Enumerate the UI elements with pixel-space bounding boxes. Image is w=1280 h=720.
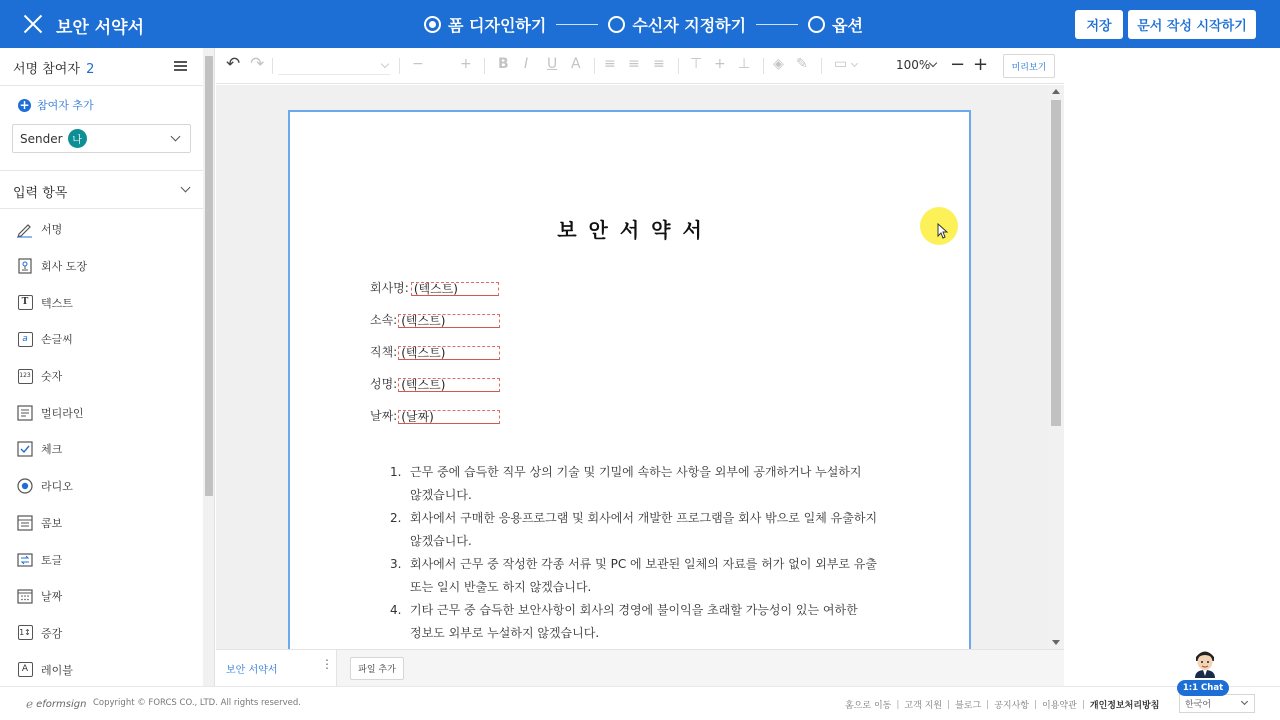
border-color-icon[interactable]: ✎ (796, 56, 808, 72)
calendar-icon (16, 587, 34, 605)
field-label: 콤보 (41, 516, 63, 530)
preview-button[interactable]: 미리보기 (1003, 54, 1055, 78)
plus-circle-icon: + (19, 97, 30, 112)
align-right-icon[interactable]: ≡ (653, 56, 665, 72)
font-color-icon[interactable]: A (571, 56, 581, 72)
list-item: 4. 기타 근무 중 습득한 보안사항이 회사의 경영에 불이익을 초래할 가능성이 있는 여하한 정보도 외부로 누설하지 않겠습니다. (390, 603, 858, 640)
zoom-in-icon[interactable]: + (973, 54, 989, 75)
field-label: 라디오 (41, 480, 73, 494)
field-item-multiline[interactable] (0, 394, 203, 431)
font-size-increase-icon[interactable]: + (460, 56, 472, 72)
scroll-down-icon[interactable] (1052, 640, 1060, 645)
field-label: 서명 (41, 223, 63, 237)
field-label: 레이블 (41, 663, 73, 677)
document-canvas (216, 85, 1048, 649)
form-label: 성명: (370, 377, 398, 391)
form-label: 소속: (370, 313, 398, 327)
field-item-text[interactable] (0, 284, 203, 321)
field-label: 텍스트 (41, 296, 73, 310)
stepper-icon: 1↕ (16, 624, 34, 642)
radio-empty-icon (608, 16, 625, 33)
form-label: 직책: (370, 345, 398, 359)
add-participant-button[interactable] (18, 97, 94, 113)
chat-avatar-icon (1192, 648, 1218, 678)
toggle-icon (16, 551, 34, 569)
bold-icon[interactable]: B (498, 56, 509, 72)
text-field[interactable]: (텍스트) (398, 346, 500, 360)
step-indicator (424, 13, 863, 35)
field-item-combo[interactable] (0, 505, 203, 542)
terms-list (390, 461, 900, 645)
footer-link-notice[interactable]: 공지사항 (994, 701, 1029, 711)
field-item-radio[interactable] (0, 468, 203, 505)
chevron-down-icon (1241, 698, 1248, 705)
field-item-handwriting[interactable] (0, 321, 203, 358)
form-row-position (370, 343, 500, 360)
text-icon: T (16, 294, 34, 312)
number-icon: 123 (16, 367, 34, 385)
step-connector (556, 24, 598, 25)
add-participant-label: 참여자 추가 (37, 99, 94, 112)
start-document-button[interactable]: 문서 작성 시작하기 (1128, 10, 1256, 39)
footer-link-terms[interactable]: 이용약관 (1042, 701, 1077, 711)
stamp-icon (16, 257, 34, 275)
copyright: Copyright © FORCS CO., LTD. All rights reserved. (93, 698, 302, 708)
zoom-level: 100% (896, 58, 931, 72)
participant-name: Sender (20, 131, 63, 146)
radio-empty-icon (808, 16, 825, 33)
form-label: 날짜: (370, 409, 398, 423)
field-label: 손글씨 (41, 333, 73, 347)
chat-label: 1:1 Chat (1177, 680, 1229, 696)
handwriting-icon: a (16, 330, 34, 348)
field-item-signature[interactable] (0, 211, 203, 248)
brand-logo[interactable] (26, 697, 86, 711)
document-title: 보안 서약서 (56, 18, 145, 38)
step-connector (756, 24, 798, 25)
step-label: 옵션 (832, 15, 863, 35)
radio-selected-icon (424, 16, 441, 33)
form-row-company (370, 279, 499, 296)
list-icon[interactable] (174, 61, 187, 72)
footer (0, 686, 1280, 720)
redo-icon[interactable]: ↷ (250, 54, 265, 74)
page-title: 보안서약서 (557, 218, 714, 242)
step-recipients[interactable] (608, 13, 746, 36)
field-label: 날짜 (41, 590, 63, 604)
participants-header (0, 48, 203, 86)
step-label: 폼 디자인하기 (448, 15, 547, 35)
participant-select[interactable] (12, 124, 191, 153)
scroll-up-icon[interactable] (1052, 89, 1060, 94)
date-field[interactable]: (날짜) (398, 410, 500, 424)
tab-label: 보안 서약서 (226, 665, 278, 676)
chevron-down-icon (181, 183, 191, 193)
canvas-scrollbar[interactable] (1048, 85, 1064, 649)
align-left-icon[interactable]: ≡ (604, 56, 616, 72)
chevron-down-icon (171, 132, 181, 142)
add-file-button[interactable]: 파일 추가 (350, 657, 404, 680)
eformsign-logo-icon: ℯ (26, 697, 34, 711)
form-label: 회사명: (370, 281, 409, 295)
field-item-stepper[interactable] (0, 615, 203, 652)
editor-toolbar (216, 48, 1064, 84)
footer-links: 홈으로 이동 | 고객 지원 | 블로그 | 공지사항 | 이용약관 | 개인정보처리방침 (845, 699, 1160, 711)
form-row-name (370, 375, 500, 392)
multiline-icon (16, 404, 34, 422)
checkbox-icon (16, 440, 34, 458)
field-label: 회사 도장 (41, 260, 88, 274)
top-bar (0, 0, 1280, 48)
undo-icon[interactable]: ↶ (226, 54, 241, 74)
field-label: 체크 (41, 443, 63, 457)
document-tabs (216, 649, 1064, 686)
field-item-stamp[interactable] (0, 248, 203, 285)
chevron-down-icon (851, 60, 858, 67)
step-label: 수신자 지정하기 (632, 15, 747, 35)
document-page[interactable] (288, 110, 971, 649)
combo-icon (16, 514, 34, 532)
field-item-date[interactable] (0, 578, 203, 615)
font-size-decrease-icon[interactable]: − (412, 56, 424, 72)
tab-document[interactable] (216, 650, 337, 687)
align-center-icon[interactable]: ≡ (628, 56, 640, 72)
text-field[interactable]: (텍스트) (398, 378, 500, 392)
field-label: 멀티라인 (41, 406, 84, 420)
form-row-department (370, 311, 500, 328)
field-label: 토글 (41, 553, 63, 567)
valign-top-icon[interactable]: ⊤ (690, 56, 703, 72)
list-item: 1. 근무 중에 습득한 직무 상의 기술 및 기밀에 속하는 사항을 외부에 공개하거나 누설하지 않겠습니다. (390, 465, 862, 502)
fill-color-icon[interactable]: ◈ (773, 56, 784, 72)
footer-link-blog[interactable]: 블로그 (955, 701, 982, 711)
language-value: 한국어 (1185, 700, 1212, 710)
zoom-select[interactable] (896, 58, 930, 72)
field-label: 증감 (41, 626, 63, 640)
italic-icon[interactable]: I (524, 56, 529, 72)
footer-link-privacy[interactable]: 개인정보처리방침 (1089, 701, 1160, 711)
field-item-label[interactable] (0, 651, 203, 686)
field-palette (0, 211, 203, 686)
save-button[interactable]: 저장 (1075, 10, 1123, 39)
form-row-date (370, 407, 500, 424)
input-items-label: 입력 항목 (13, 186, 68, 201)
list-item: 2. 회사에서 구매한 응용프로그램 및 회사에서 개발한 프로그램을 회사 밖으로 일체 유출하지 않겠습니다. (390, 511, 878, 548)
left-panel (0, 48, 215, 686)
footer-link-home[interactable]: 홈으로 이동 (845, 701, 892, 711)
valign-bottom-icon[interactable]: ⊥ (738, 56, 751, 72)
border-style-icon[interactable]: ▭ (834, 56, 848, 72)
list-item: 3. 회사에서 근무 중 작성한 각종 서류 및 PC 에 보관된 일체의 자료를 허가 없이 외부로 유출 또는 일시 반출도 하지 않겠습니다. (390, 557, 877, 594)
field-label: 숫자 (41, 370, 63, 384)
step-form-design[interactable] (424, 13, 546, 36)
avatar: 나 (68, 129, 87, 148)
radio-icon (16, 477, 34, 495)
brand-name: eformsign (36, 698, 87, 710)
footer-link-support[interactable]: 고객 지원 (904, 701, 943, 711)
chat-widget[interactable] (1176, 646, 1230, 698)
mouse-cursor-icon (937, 223, 949, 239)
field-item-toggle[interactable] (0, 541, 203, 578)
input-items-toggle[interactable] (0, 170, 203, 209)
close-icon[interactable] (22, 13, 44, 35)
participants-count: 2 (86, 62, 95, 77)
valign-middle-icon[interactable]: + (714, 56, 726, 72)
text-field[interactable]: (텍스트) (398, 314, 500, 328)
step-options[interactable] (808, 13, 863, 36)
font-family-select[interactable] (278, 57, 390, 75)
underline-icon[interactable]: U (547, 56, 558, 72)
pen-icon (16, 220, 34, 238)
label-icon: A (16, 661, 34, 679)
more-vertical-icon[interactable]: ⋮ (321, 657, 333, 671)
zoom-out-icon[interactable]: − (950, 54, 966, 75)
field-item-number[interactable] (0, 358, 203, 395)
field-item-check[interactable] (0, 431, 203, 468)
text-field[interactable]: (텍스트) (411, 282, 499, 296)
participants-label: 서명 참여자 (13, 62, 80, 77)
sidebar-scrollbar[interactable] (203, 48, 215, 686)
